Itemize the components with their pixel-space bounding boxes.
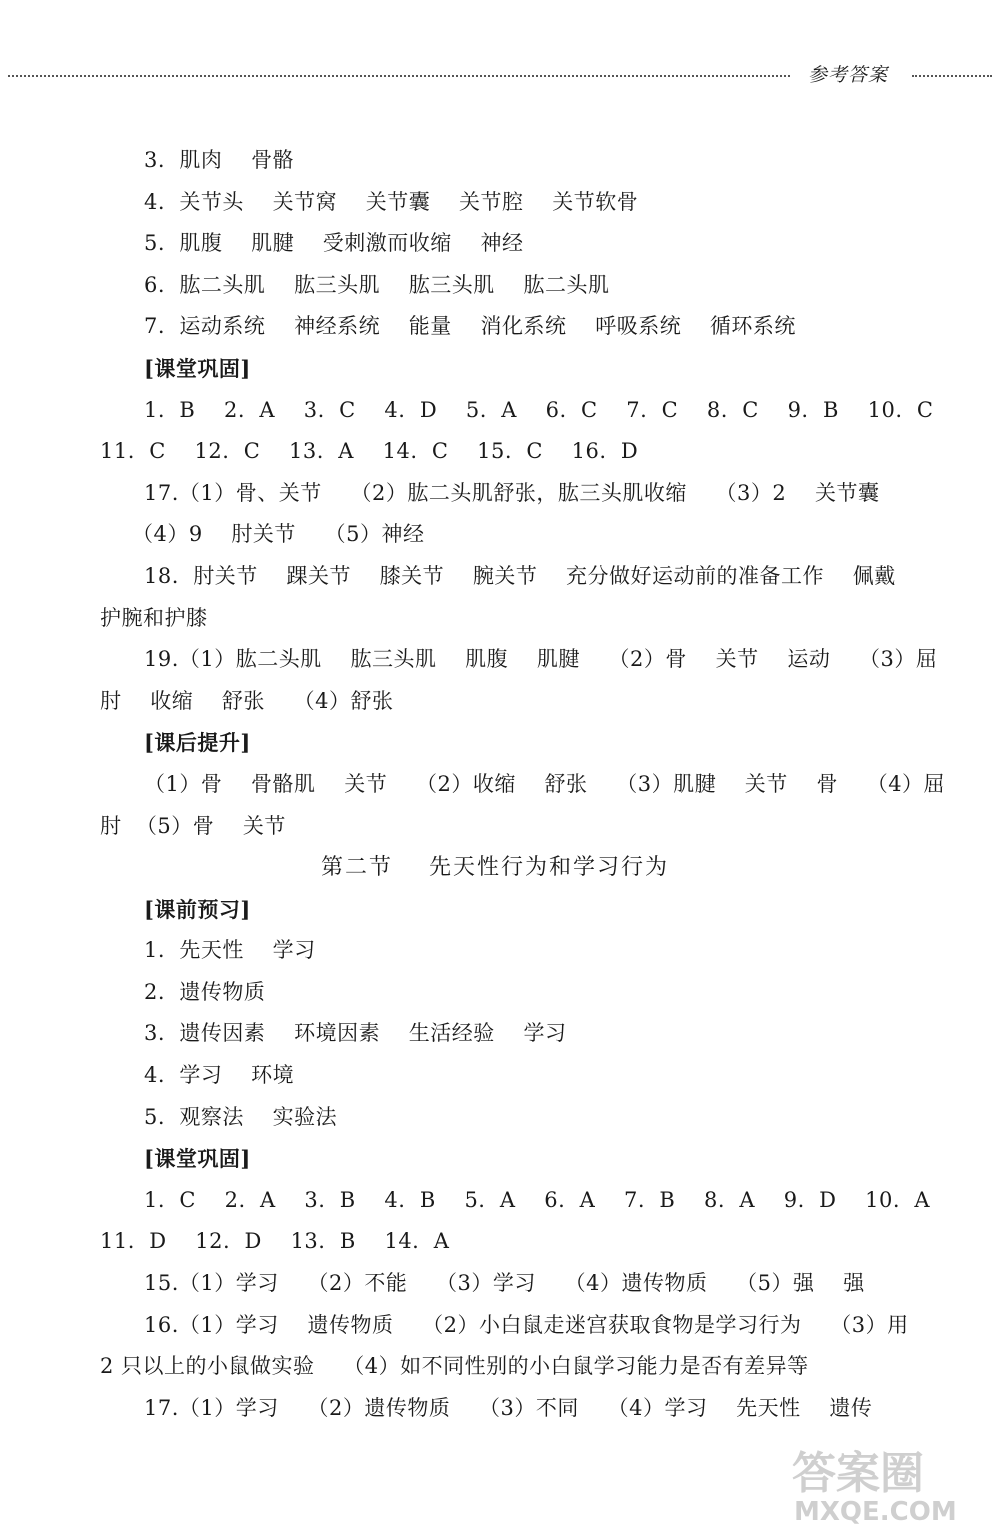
watermark-mark: 答案圈 (792, 1448, 924, 1499)
running-header (0, 58, 1000, 88)
running-head-title: 参考答案 (808, 64, 889, 86)
header-dotted-rule-right (912, 75, 992, 77)
answer-line: 17.（1）骨、关节 （2）肱二头肌舒张，肱三头肌收缩 （3）2 关节囊 (144, 480, 880, 505)
subsection-label: [课堂巩固] (144, 1146, 251, 1172)
answer-line: 7. 运动系统 神经系统 能量 消化系统 呼吸系统 循环系统 (144, 314, 796, 339)
answer-line: 1. B 2. A 3. C 4. D 5. A 6. C 7. C 8. C 9. B 10. C (144, 397, 934, 422)
answer-line: （4）9 肘关节 （5）神经 (132, 522, 425, 547)
watermark-logo (786, 1436, 986, 1526)
answer-line: 4. 学习 环境 (144, 1063, 295, 1088)
answer-line: 18. 肘关节 踝关节 膝关节 腕关节 充分做好运动前的准备工作 佩戴 (144, 563, 896, 588)
answer-line: 3. 遗传因素 环境因素 生活经验 学习 (144, 1021, 567, 1046)
answer-line: 2 只以上的小鼠做实验 （4）如不同性别的小白鼠学习能力是否有差异等 (100, 1354, 809, 1379)
answer-line: 肘 收缩 舒张 （4）舒张 (100, 688, 394, 713)
answer-line: 1. C 2. A 3. B 4. B 5. A 6. A 7. B 8. A 9. D 10. A (144, 1187, 931, 1212)
subsection-label: [课前预习] (144, 896, 251, 922)
answer-line: 11. D 12. D 13. B 14. A (100, 1229, 450, 1254)
answer-line: 16.（1）学习 遗传物质 （2）小白鼠走迷宫获取食物是学习行为 （3）用 (144, 1312, 909, 1337)
subsection-label: [课堂巩固] (144, 355, 251, 381)
watermark-url: MXQE.COM (794, 1497, 957, 1526)
section-heading: 第二节 先天性行为和学习行为 (321, 855, 669, 881)
answer-line: （1）骨 骨骼肌 关节 （2）收缩 舒张 （3）肌腱 关节 骨 （4）屈 (144, 771, 946, 796)
answer-line: 3. 肌肉 骨骼 (144, 148, 295, 172)
answer-line: 6. 肱二头肌 肱三头肌 肱三头肌 肱二头肌 (144, 272, 610, 297)
answer-line: 5. 肌腹 肌腱 受刺激而收缩 神经 (144, 231, 524, 256)
answer-line: 2. 遗传物质 (144, 979, 266, 1004)
answer-line: 肘 （5）骨 关节 (100, 813, 286, 838)
answer-line: 护腕和护膝 (100, 605, 208, 630)
answer-line: 5. 观察法 实验法 (144, 1104, 338, 1129)
answer-line: 19.（1）肱二头肌 肱三头肌 肌腹 肌腱 （2）骨 关节 运动 （3）屈 (144, 647, 938, 672)
header-dotted-rule-left (8, 75, 790, 77)
answer-content (100, 140, 946, 1429)
answer-line: 11. C 12. C 13. A 14. C 15. C 16. D (100, 439, 639, 464)
answer-line: 4. 关节头 关节窝 关节囊 关节腔 关节软骨 (144, 189, 639, 214)
subsection-label: [课后提升] (144, 730, 251, 756)
answer-line: 1. 先天性 学习 (144, 938, 316, 963)
answer-line: 17.（1）学习 （2）遗传物质 （3）不同 （4）学习 先天性 遗传 (144, 1395, 873, 1420)
answer-line: 15.（1）学习 （2）不能 （3）学习 （4）遗传物质 （5）强 强 (144, 1271, 865, 1296)
